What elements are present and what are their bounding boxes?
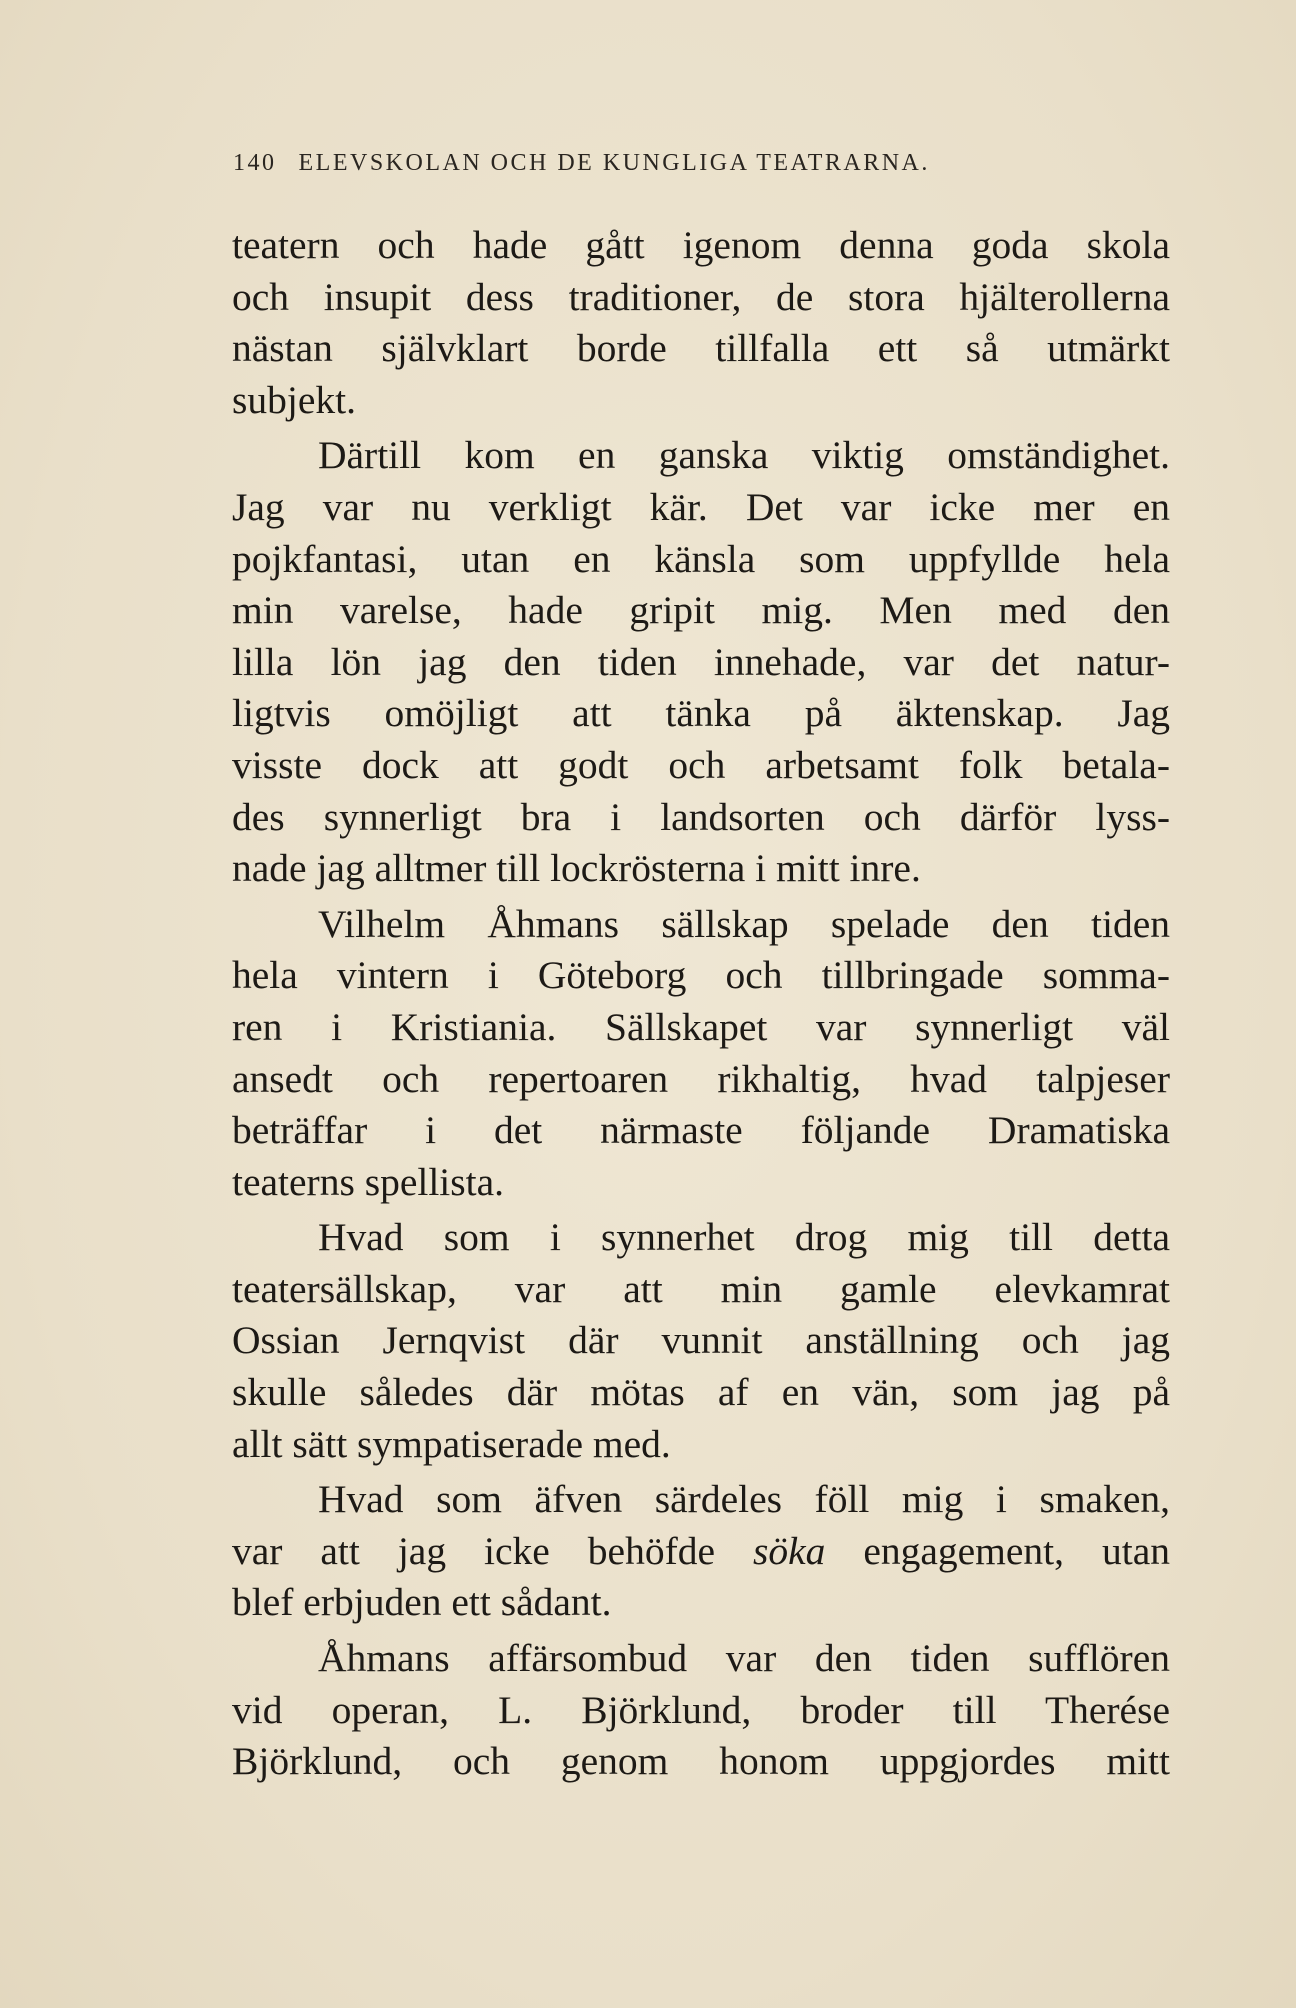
- text-line: min varelse, hade gripit mig. Men med den: [232, 588, 1170, 633]
- text-line: ren i Kristiania. Sällskapet var synnerligt väl: [232, 1004, 1170, 1049]
- text-line: allt sätt sympatiserade med.: [232, 1421, 671, 1466]
- text-line: Åhmans affärsombud var den tiden sufflören: [318, 1636, 1170, 1681]
- paragraph: [232, 1212, 1170, 1470]
- text-line: Björklund, och genom honom uppgjordes mitt: [232, 1739, 1170, 1784]
- text-line: visste dock att godt och arbetsamt folk betala-: [232, 742, 1170, 787]
- text-line: var att jag icke behöfde söka engagement, utan: [232, 1528, 1170, 1573]
- text-line: teaterns spellista.: [232, 1159, 505, 1204]
- paragraph: [232, 899, 1170, 1209]
- text-line: Vilhelm Åhmans sällskap spelade den tiden: [318, 901, 1170, 946]
- text-line: subjekt.: [232, 377, 356, 422]
- body-text: [232, 220, 1170, 1788]
- text-line: des synnerligt bra i landsorten och därför lyss-: [232, 794, 1170, 839]
- text-line: nästan självklart borde tillfalla ett så utmärkt: [232, 326, 1170, 371]
- page-number: 140: [233, 150, 277, 176]
- text-line: beträffar i det närmaste följande Dramatiska: [232, 1108, 1170, 1153]
- emphasis: söka: [752, 1528, 826, 1573]
- paragraph: [232, 430, 1170, 894]
- text-line: Hvad som äfven särdeles föll mig i smaken,: [318, 1477, 1170, 1522]
- text-line: pojkfantasi, utan en känsla som uppfyllde hela: [232, 536, 1170, 581]
- text-line: Hvad som i synnerhet drog mig till detta: [318, 1215, 1170, 1260]
- text-line: teatern och hade gått igenom denna goda skola: [232, 223, 1170, 267]
- paragraph: [232, 220, 1170, 426]
- text-line: ansedt och repertoaren rikhaltig, hvad talpjeser: [232, 1056, 1170, 1101]
- text-line: skulle således där mötas af en vän, som jag på: [232, 1370, 1170, 1415]
- text-line: nade jag alltmer till lockrösterna i mitt inre.: [232, 846, 921, 891]
- text-line: och insupit dess traditioner, de stora hjälterollerna: [232, 274, 1170, 319]
- text-line: Därtill kom en ganska viktig omständighet.: [318, 433, 1170, 478]
- running-head: [233, 150, 1073, 177]
- paragraph: [232, 1474, 1170, 1629]
- text-line: teatersällskap, var att min gamle elevkamrat: [232, 1266, 1170, 1311]
- text-line: Ossian Jernqvist där vunnit anställning och jag: [232, 1318, 1170, 1363]
- text-line: vid operan, L. Björklund, broder till Therése: [232, 1687, 1170, 1732]
- text-line: blef erbjuden ett sådant.: [232, 1580, 612, 1625]
- text-line: hela vintern i Göteborg och tillbringade somma-: [232, 953, 1170, 998]
- text-line: Jag var nu verkligt kär. Det var icke mer en: [232, 484, 1170, 529]
- paragraph: [232, 1633, 1170, 1788]
- text-line: ligtvis omöjligt att tänka på äktenskap. Jag: [232, 691, 1170, 736]
- running-title: ELEVSKOLAN OCH DE KUNGLIGA TEATRARNA.: [298, 150, 930, 176]
- text-line: lilla lön jag den tiden innehade, var det natur-: [232, 639, 1170, 684]
